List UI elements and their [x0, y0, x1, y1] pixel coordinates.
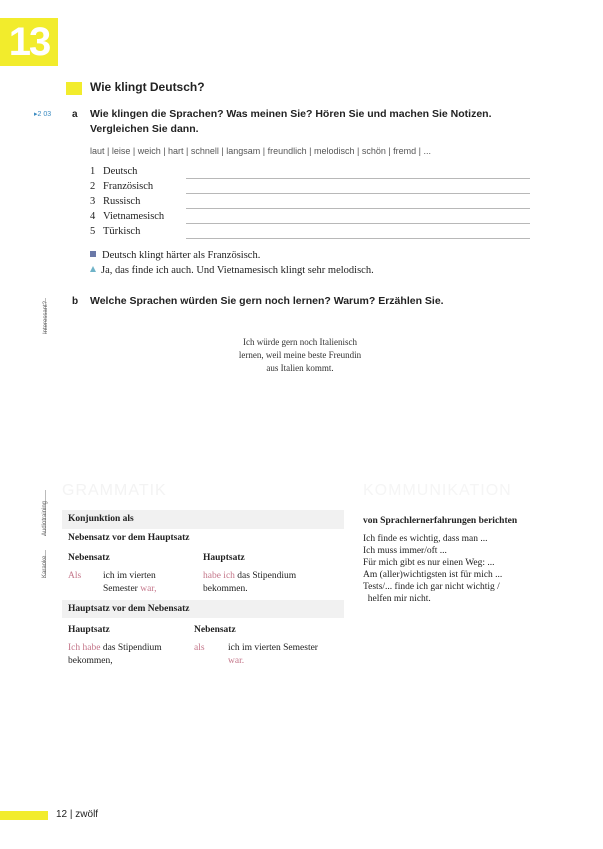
language-name: Französisch [103, 181, 154, 192]
example1-hauptsatz-rest: das Stipendium [237, 571, 297, 581]
verb-war: war, [140, 584, 157, 594]
language-name: Deutsch [103, 166, 138, 177]
language-row-5 [90, 226, 530, 241]
example-speech-bubble [200, 336, 400, 375]
notes-line[interactable] [186, 223, 530, 224]
speech-line: lernen, weil meine beste Freundin [238, 350, 362, 360]
language-row-4 [90, 211, 530, 226]
phrase-line: Ich finde es wichtig, dass man ... [363, 534, 488, 544]
example1-nebensatz [103, 570, 156, 596]
dialog-text: Ja, das finde ich auch. Und Vietnamesisch klingt sehr melodisch. [101, 265, 374, 276]
language-name: Russisch [103, 196, 141, 207]
notes-line[interactable] [186, 238, 530, 239]
page-number: 12 [56, 809, 68, 820]
example2-nebensatz-line1: ich im vierten Semester [228, 643, 318, 653]
chapter-number-badge: 13 [0, 18, 58, 66]
language-number: 3 [90, 196, 96, 207]
dialog-line-2 [90, 265, 374, 276]
example2-hauptsatz [68, 642, 162, 668]
grammar-title: Konjunktion als [68, 514, 134, 524]
task-b-letter: b [72, 296, 79, 307]
grammar-subheading-2: Hauptsatz vor dem Nebensatz [68, 604, 190, 614]
communication-title: von Sprachlernerfahrungen berichten [363, 516, 518, 526]
example1-hauptsatz [203, 570, 296, 596]
grammar-header: GRAMMATIK [62, 482, 167, 499]
side-label-interessant: Interessant? [43, 300, 49, 334]
side-label-karaoke[interactable]: Karaoke [42, 555, 48, 578]
task-a-instruction-line1: Wie klingen die Sprachen? Was meinen Sie? Hören Sie und machen Sie Notizen. [90, 108, 492, 120]
example1-nebensatz-line1: ich im vierten [103, 571, 156, 581]
language-notes-list [90, 166, 530, 241]
section-title: Wie klingt Deutsch? [90, 80, 205, 94]
language-name: Türkisch [103, 226, 141, 237]
speech-line: aus Italien kommt. [266, 363, 334, 373]
triangle-bullet-icon [90, 266, 96, 272]
page-number-word: zwölf [75, 809, 99, 820]
column-header-nebensatz-2: Nebensatz [194, 625, 236, 635]
phrase-line: Ich muss immer/oft ... [363, 546, 447, 556]
page-separator: | [69, 809, 73, 820]
notes-line[interactable] [186, 208, 530, 209]
section-marker [66, 82, 82, 95]
adjective-word-bank: laut | leise | weich | hart | schnell | langsam | freundlich | melodisch | schön | fremd | ... [90, 146, 432, 156]
language-row-3 [90, 196, 530, 211]
dialog-line-1 [90, 250, 260, 261]
phrase-line: Für mich gibt es nur einen Weg: ... [363, 558, 495, 568]
grammar-subheading-1: Nebensatz vor dem Hauptsatz [68, 533, 190, 543]
dialog-text: Deutsch klingt härter als Französisch. [102, 250, 261, 261]
language-number: 1 [90, 166, 96, 177]
communication-header: KOMMUNIKATION [363, 482, 512, 499]
footer-accent-bar [0, 811, 48, 820]
phrase-line: Tests/... finde ich gar nicht wichtig / [363, 582, 500, 592]
side-label-audiotraining[interactable]: Audiotraining [42, 500, 48, 536]
communication-phrases [363, 533, 502, 605]
task-a-instruction [90, 107, 570, 137]
task-a-letter: a [72, 109, 78, 120]
verb-war-2: war. [228, 656, 245, 666]
language-row-2 [90, 181, 530, 196]
notes-line[interactable] [186, 193, 530, 194]
phrase-line: helfen mir nicht. [363, 594, 431, 604]
notes-line[interactable] [186, 178, 530, 179]
column-header-hauptsatz: Hauptsatz [203, 553, 245, 563]
language-row-1 [90, 166, 530, 181]
language-number: 2 [90, 181, 96, 192]
example2-hauptsatz-rest: das Stipendium [102, 643, 162, 653]
task-b-instruction: Welche Sprachen würden Sie gern noch lernen? Warum? Erzählen Sie. [90, 295, 444, 307]
square-bullet-icon [90, 251, 96, 257]
example2-nebensatz [228, 642, 318, 668]
conjunction-als: Als [68, 571, 82, 581]
example1-nebensatz-line2: Semester [103, 584, 138, 594]
audio-track-reference[interactable]: ▸2 03 [34, 111, 52, 118]
conjunction-als-2: als [194, 643, 205, 653]
language-name: Vietnamesisch [103, 211, 165, 222]
language-number: 5 [90, 226, 96, 237]
language-number: 4 [90, 211, 96, 222]
example1-hauptsatz-line2: bekommen. [203, 584, 248, 594]
column-header-nebensatz: Nebensatz [68, 553, 110, 563]
verb-habe-ich: habe ich [203, 571, 235, 581]
column-header-hauptsatz-2: Hauptsatz [68, 625, 110, 635]
verb-ich-habe: Ich habe [68, 643, 101, 653]
example2-hauptsatz-line2: bekommen, [68, 656, 113, 666]
page-footer [56, 809, 98, 820]
phrase-line: Am (aller)wichtigsten ist für mich ... [363, 570, 503, 580]
task-a-instruction-line2: Vergleichen Sie dann. [90, 123, 199, 135]
speech-line: Ich würde gern noch Italienisch [243, 337, 357, 347]
